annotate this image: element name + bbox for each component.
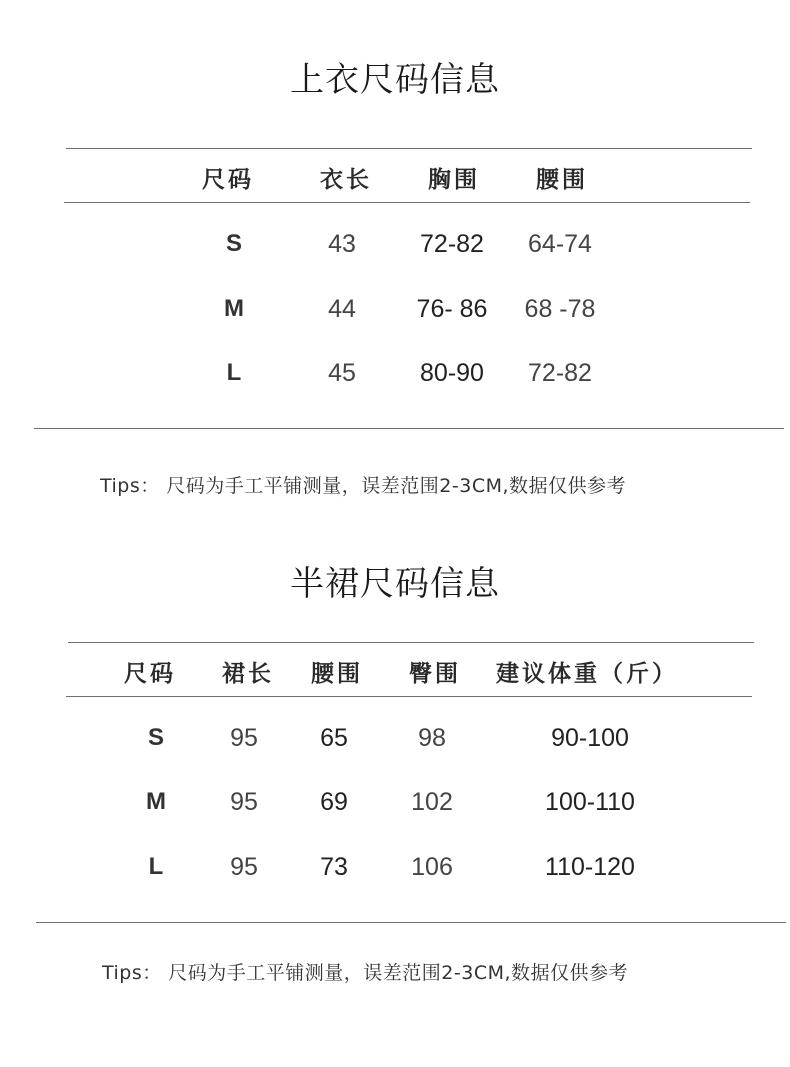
- skirt-header-top-divider: [68, 642, 754, 643]
- top-header-length: 衣长: [320, 166, 372, 193]
- skirt-header-hip: 臀围: [409, 660, 461, 687]
- top-row-l-length: 45: [328, 359, 356, 387]
- top-table-bottom-divider: [34, 428, 784, 429]
- top-row-l-size: L: [226, 359, 242, 386]
- top-row-l-waist: 72-82: [528, 359, 592, 387]
- skirt-row-s-waist: 65: [320, 724, 348, 752]
- top-header-chest: 胸围: [428, 166, 480, 193]
- skirt-row-m-hip: 102: [411, 788, 453, 816]
- top-header-size: 尺码: [202, 166, 254, 193]
- skirt-table-bottom-divider: [36, 922, 786, 923]
- top-row-s-length: 43: [328, 230, 356, 258]
- skirt-tips-note: Tips： 尺码为手工平铺测量，误差范围2-3CM,数据仅供参考: [102, 962, 629, 984]
- top-row-m-length: 44: [328, 295, 356, 323]
- top-row-m-chest: 76- 86: [416, 295, 488, 323]
- skirt-row-m-waist: 69: [320, 788, 348, 816]
- skirt-row-s-weight: 90-100: [551, 724, 629, 752]
- skirt-header-bottom-divider: [66, 696, 752, 697]
- top-header-waist: 腰围: [536, 166, 588, 193]
- top-row-s-waist: 64-74: [528, 230, 592, 258]
- skirt-row-l-weight: 110-120: [545, 853, 635, 881]
- skirt-header-size: 尺码: [124, 660, 176, 687]
- skirt-header-length: 裙长: [222, 660, 274, 687]
- skirt-row-s-size: S: [147, 724, 165, 751]
- skirt-header-weight: 建议体重（斤）: [496, 660, 678, 687]
- skirt-row-m-size: M: [146, 788, 166, 815]
- top-row-m-waist: 68 -78: [524, 295, 596, 323]
- skirt-row-s-length: 95: [230, 724, 258, 752]
- skirt-row-l-waist: 73: [320, 853, 348, 881]
- top-tips-note: Tips： 尺码为手工平铺测量，误差范围2-3CM,数据仅供参考: [100, 475, 627, 497]
- top-header-top-divider: [66, 148, 752, 149]
- skirt-row-s-hip: 98: [418, 724, 446, 752]
- top-row-s-size: S: [225, 230, 243, 257]
- top-row-s-chest: 72-82: [420, 230, 484, 258]
- top-table-title: 上衣尺码信息: [290, 60, 500, 100]
- skirt-row-l-hip: 106: [411, 853, 453, 881]
- top-header-bottom-divider: [64, 202, 750, 203]
- skirt-row-l-length: 95: [230, 853, 258, 881]
- skirt-header-waist: 腰围: [311, 660, 363, 687]
- top-row-m-size: M: [224, 295, 244, 322]
- top-row-l-chest: 80-90: [420, 359, 484, 387]
- skirt-row-l-size: L: [148, 853, 164, 880]
- skirt-row-m-length: 95: [230, 788, 258, 816]
- skirt-row-m-weight: 100-110: [545, 788, 635, 816]
- skirt-table-title: 半裙尺码信息: [290, 564, 500, 604]
